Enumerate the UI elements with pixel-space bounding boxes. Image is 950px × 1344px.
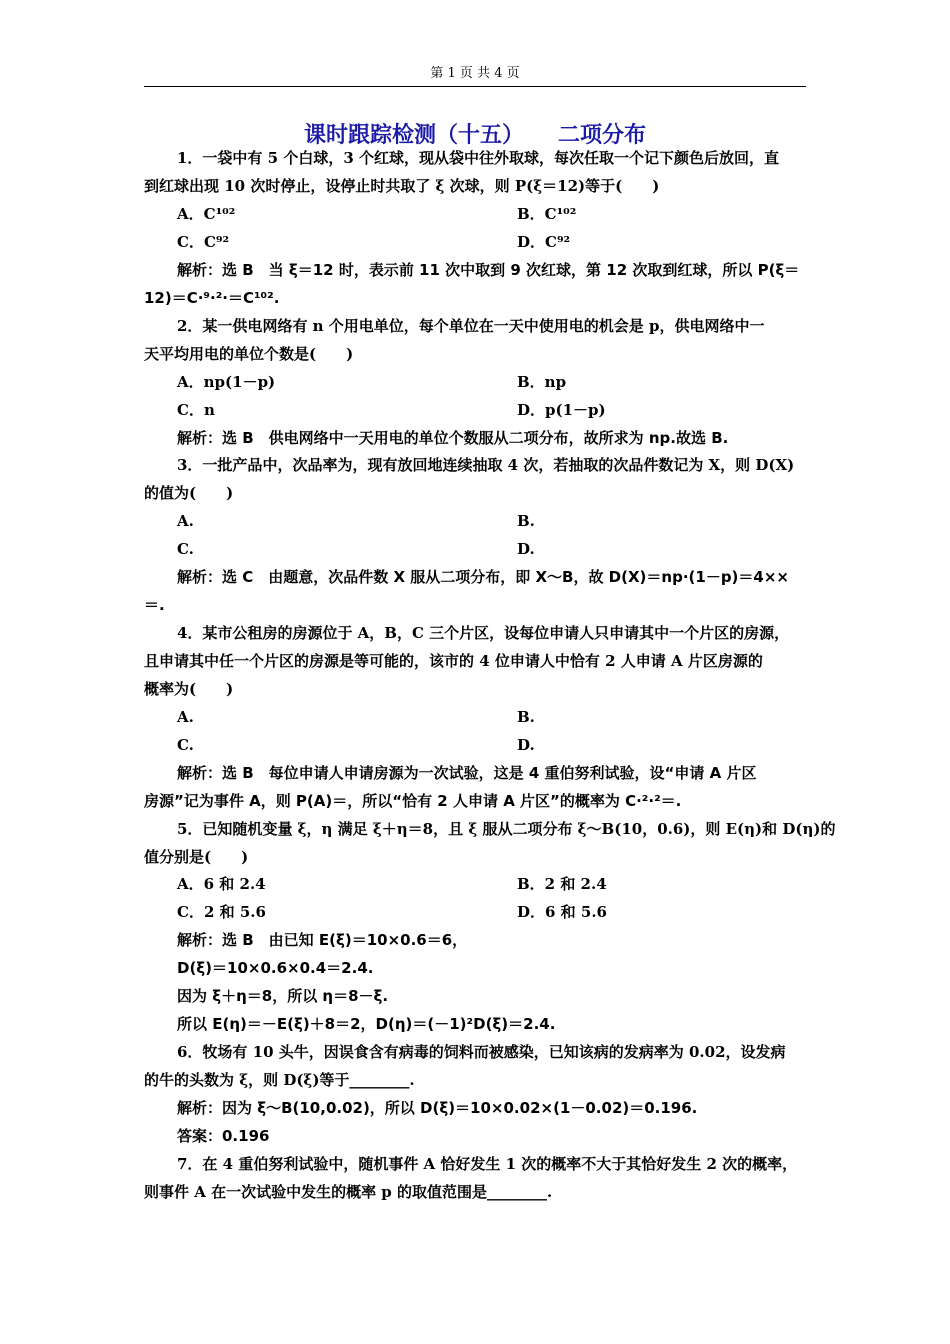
- q6-stem-line-2: 的牛的头数为 ξ，则 D(ξ)等于________.: [144, 1071, 415, 1089]
- q1-solution-line-2: 12)＝C·⁹·²·＝C¹⁰².: [144, 289, 280, 307]
- q4-stem-line-1: 4．某市公租房的房源位于 A，B，C 三个片区，设每位申请人只申请其中一个片区的房源，: [177, 624, 790, 642]
- q3-solution-line-2: ＝.: [144, 596, 165, 614]
- q4-solution-line-2: 房源”记为事件 A，则 P(A)＝，所以“恰有 2 人申请 A 片区”的概率为 C·²·²＝.: [144, 792, 682, 810]
- q2-option-a: A．np(1－p): [177, 373, 276, 391]
- q5-solution-line-2: D(ξ)＝10×0.6×0.4＝2.4.: [177, 959, 374, 977]
- q4-option-a: A.: [177, 708, 194, 726]
- q3-option-c: C.: [177, 540, 194, 558]
- q4-stem-line-3: 概率为( ): [144, 680, 234, 698]
- page-header: 第 1 页 共 4 页: [430, 66, 520, 81]
- q5-option-d: D．6 和 5.6: [517, 903, 607, 921]
- q4-option-c: C.: [177, 736, 194, 754]
- q7-stem-line-2: 则事件 A 在一次试验中发生的概率 p 的取值范围是________.: [144, 1183, 553, 1201]
- q6-solution: 解析：因为 ξ～B(10,0.02)，所以 D(ξ)＝10×0.02×(1－0.02)＝0.196.: [177, 1099, 698, 1117]
- q1-solution-line-1: 解析：选 B 当 ξ＝12 时，表示前 11 次中取到 9 次红球，第 12 次取到红球，所以 P(ξ＝: [177, 261, 800, 279]
- q1-option-d: D．C⁹²: [517, 233, 571, 251]
- q4-option-b: B.: [517, 708, 535, 726]
- q2-solution: 解析：选 B 供电网络中一天用电的单位个数服从二项分布，故所求为 np.故选 B.: [177, 429, 729, 447]
- q5-stem-line-2: 值分别是( ): [144, 848, 249, 866]
- q5-option-c: C．2 和 5.6: [177, 903, 266, 921]
- q5-solution-line-4: 所以 E(η)＝－E(ξ)＋8＝2，D(η)＝(－1)²D(ξ)＝2.4.: [177, 1015, 556, 1033]
- q2-stem-line-1: 2．某一供电网络有 n 个用电单位，每个单位在一天中使用电的机会是 p，供电网络中一: [177, 317, 765, 335]
- q3-stem-line-2: 的值为( ): [144, 484, 234, 502]
- q5-solution-line-1: 解析：选 B 由已知 E(ξ)＝10×0.6＝6，: [177, 931, 468, 949]
- q5-stem-line-1: 5．已知随机变量 ξ，η 满足 ξ＋η＝8，且 ξ 服从二项分布 ξ～B(10，0.6)，则 E(η)和 D(η)的: [177, 820, 836, 838]
- q3-stem-line-1: 3．一批产品中，次品率为，现有放回地连续抽取 4 次，若抽取的次品件数记为 X，则 D(X): [177, 456, 795, 474]
- q1-option-c: C．C⁹²: [177, 233, 230, 251]
- q3-option-d: D.: [517, 540, 535, 558]
- q1-stem-line-1: 1．一袋中有 5 个白球，3 个红球，现从袋中往外取球，每次任取一个记下颜色后放回，直: [177, 149, 779, 167]
- q5-option-b: B．2 和 2.4: [517, 875, 607, 893]
- q3-option-b: B.: [517, 512, 535, 530]
- q2-option-d: D．p(1－p): [517, 401, 606, 419]
- q6-answer: 答案：0.196: [177, 1127, 270, 1145]
- q2-option-b: B．np: [517, 373, 567, 391]
- q1-option-b: B．C¹⁰²: [517, 205, 577, 223]
- q2-option-c: C．n: [177, 401, 215, 419]
- q5-option-a: A．6 和 2.4: [177, 875, 266, 893]
- q4-solution-line-1: 解析：选 B 每位申请人申请房源为一次试验，这是 4 重伯努利试验，设“申请 A 片区: [177, 764, 757, 782]
- q4-stem-line-2: 且申请其中任一个片区的房源是等可能的，该市的 4 位申请人中恰有 2 人申请 A 片区房源的: [144, 652, 763, 670]
- q5-solution-line-3: 因为 ξ＋η＝8，所以 η＝8－ξ.: [177, 987, 389, 1005]
- q2-stem-line-2: 天平均用电的单位个数是( ): [144, 345, 354, 363]
- q7-stem-line-1: 7．在 4 重伯努利试验中，随机事件 A 恰好发生 1 次的概率不大于其恰好发生 2 次的概率，: [177, 1155, 798, 1173]
- q4-option-d: D.: [517, 736, 535, 754]
- header-divider: [144, 86, 806, 87]
- q6-stem-line-1: 6．牧场有 10 头牛，因误食含有病毒的饲料而被感染，已知该病的发病率为 0.02，设发病: [177, 1043, 786, 1061]
- q3-option-a: A.: [177, 512, 194, 530]
- q1-stem-line-2: 到红球出现 10 次时停止，设停止时共取了 ξ 次球，则 P(ξ＝12)等于( ): [144, 177, 660, 195]
- title-main: 课时跟踪检测（十五）: [303, 123, 524, 148]
- title-sub: 二项分布: [558, 123, 647, 148]
- q3-solution-line-1: 解析：选 C 由题意，次品件数 X 服从二项分布，即 X～B，故 D(X)＝np·(1－p)＝4××: [177, 568, 789, 586]
- q1-option-a: A．C¹⁰²: [177, 205, 236, 223]
